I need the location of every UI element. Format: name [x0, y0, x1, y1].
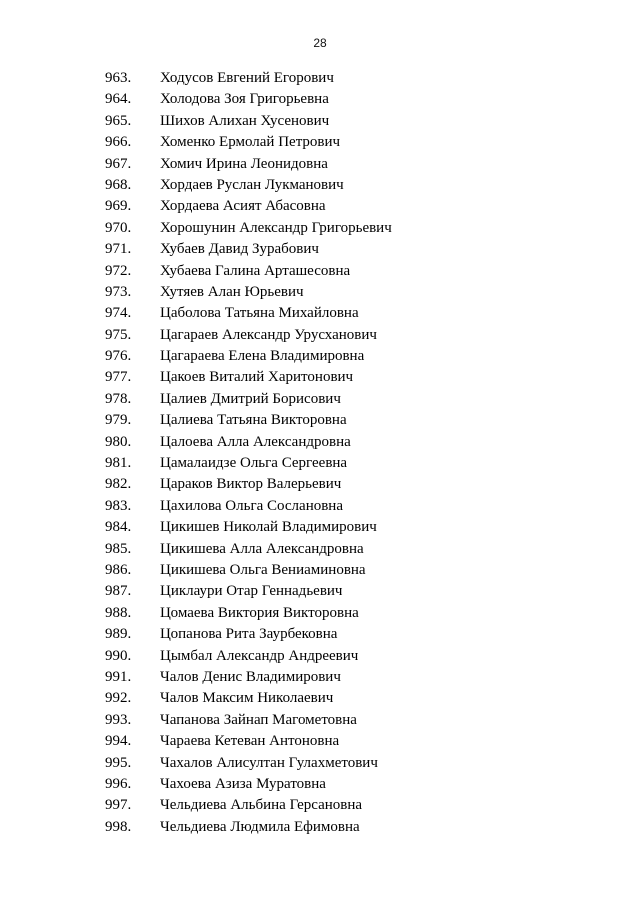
- entry-number: 986.: [105, 561, 132, 578]
- entry-name: Чалов Денис Владимирович: [160, 668, 341, 685]
- entry-name: Хорошунин Александр Григорьевич: [160, 219, 392, 236]
- entry-name: Чалов Максим Николаевич: [160, 690, 334, 707]
- entry-number: 970.: [105, 219, 132, 236]
- list-item: [0, 731, 640, 752]
- entry-name: Ходусов Евгений Егорович: [160, 70, 334, 86]
- name-list: [0, 68, 640, 838]
- entry-number: 980.: [105, 433, 132, 450]
- list-item: [0, 795, 640, 816]
- entry-number: 965.: [105, 112, 132, 129]
- entry-name: Шихов Алихан Хусенович: [160, 112, 330, 129]
- list-item: [0, 410, 640, 431]
- entry-number: 968.: [105, 176, 132, 193]
- entry-name: Цахилова Ольга Сослановна: [160, 497, 343, 514]
- entry-name: Цымбал Александр Андреевич: [160, 647, 359, 664]
- list-item: [0, 817, 640, 838]
- entry-number: 964.: [105, 91, 132, 108]
- entry-name: Хордаева Асият Абасовна: [160, 198, 326, 215]
- list-item: [0, 646, 640, 667]
- list-item: [0, 111, 640, 132]
- entry-number: 996.: [105, 775, 132, 792]
- list-item: [0, 710, 640, 731]
- entry-name: Цомаева Виктория Викторовна: [160, 604, 359, 621]
- entry-number: 984.: [105, 519, 132, 536]
- list-item: [0, 239, 640, 260]
- entry-number: 975.: [105, 326, 132, 343]
- entry-number: 994.: [105, 733, 132, 750]
- list-item: [0, 154, 640, 175]
- entry-number: 985.: [105, 540, 132, 557]
- entry-number: 998.: [105, 818, 132, 835]
- list-item: [0, 282, 640, 303]
- entry-number: 963.: [105, 70, 132, 86]
- list-item: [0, 774, 640, 795]
- entry-name: Хордаев Руслан Лукманович: [160, 176, 344, 193]
- entry-number: 993.: [105, 711, 132, 728]
- list-item: [0, 196, 640, 217]
- entry-number: 991.: [105, 668, 132, 685]
- entry-name: Цамалаидзе Ольга Сергеевна: [160, 455, 348, 472]
- entry-name: Чельдиева Альбина Герсановна: [160, 797, 363, 814]
- entry-name: Цараков Виктор Валерьевич: [160, 476, 342, 493]
- entry-number: 987.: [105, 583, 132, 600]
- entry-number: 976.: [105, 348, 132, 365]
- entry-name: Хутяев Алан Юрьевич: [160, 283, 304, 300]
- list-item: [0, 367, 640, 388]
- entry-name: Чараева Кетеван Антоновна: [160, 733, 340, 750]
- entry-number: 989.: [105, 626, 132, 643]
- list-item: [0, 667, 640, 688]
- list-item: [0, 581, 640, 602]
- entry-name: Чахалов Алисултан Гулахметович: [160, 754, 378, 771]
- entry-name: Цагараева Елена Владимировна: [160, 348, 365, 365]
- list-item: [0, 603, 640, 624]
- entry-number: 997.: [105, 797, 132, 814]
- entry-name: Цикишева Алла Александровна: [160, 540, 364, 557]
- entry-number: 995.: [105, 754, 132, 771]
- list-item: [0, 389, 640, 410]
- entry-name: Цагараев Александр Урусханович: [160, 326, 377, 343]
- entry-number: 990.: [105, 647, 132, 664]
- page-number: 28: [313, 36, 327, 50]
- entry-name: Хубаев Давид Зурабович: [160, 241, 319, 258]
- list-item: [0, 325, 640, 346]
- entry-name: Цалиева Татьяна Викторовна: [160, 412, 347, 429]
- entry-number: 977.: [105, 369, 132, 386]
- list-item: [0, 432, 640, 453]
- list-item: [0, 517, 640, 538]
- entry-number: 973.: [105, 283, 132, 300]
- entry-name: Циклаури Отар Геннадьевич: [160, 583, 343, 600]
- entry-name: Цикишев Николай Владимирович: [160, 519, 377, 536]
- entry-name: Холодова Зоя Григорьевна: [160, 91, 329, 108]
- list-item: [0, 539, 640, 560]
- entry-number: 974.: [105, 305, 132, 322]
- list-item: [0, 303, 640, 324]
- entry-number: 978.: [105, 390, 132, 407]
- list-item: [0, 753, 640, 774]
- entry-number: 992.: [105, 690, 132, 707]
- entry-number: 969.: [105, 198, 132, 215]
- entry-number: 981.: [105, 455, 132, 472]
- list-item: [0, 218, 640, 239]
- entry-number: 972.: [105, 262, 132, 279]
- list-item: [0, 89, 640, 110]
- entry-name: Цикишева Ольга Вениаминовна: [160, 561, 366, 578]
- entry-name: Хубаева Галина Арташесовна: [160, 262, 351, 279]
- entry-name: Чельдиева Людмила Ефимовна: [160, 818, 360, 835]
- entry-name: Хоменко Ермолай Петрович: [160, 134, 341, 151]
- list-item: [0, 346, 640, 367]
- list-item: [0, 132, 640, 153]
- list-item: [0, 688, 640, 709]
- entry-name: Чапанова Зайнап Магометовна: [160, 711, 357, 728]
- list-item: [0, 261, 640, 282]
- entry-number: 967.: [105, 155, 132, 172]
- list-item: [0, 68, 640, 89]
- entry-number: 988.: [105, 604, 132, 621]
- entry-name: Хомич Ирина Леонидовна: [160, 155, 328, 172]
- entry-name: Цаболова Татьяна Михайловна: [160, 305, 359, 322]
- list-item: [0, 453, 640, 474]
- list-item: [0, 474, 640, 495]
- entry-name: Цалиев Дмитрий Борисович: [160, 390, 341, 407]
- list-item: [0, 175, 640, 196]
- entry-name: Цалоева Алла Александровна: [160, 433, 351, 450]
- entry-name: Цакоев Виталий Харитонович: [160, 369, 354, 386]
- entry-name: Цопанова Рита Заурбековна: [160, 626, 338, 643]
- list-item: [0, 496, 640, 517]
- entry-name: Чахоева Азиза Муратовна: [160, 775, 326, 792]
- list-item: [0, 624, 640, 645]
- entry-number: 979.: [105, 412, 132, 429]
- entry-number: 971.: [105, 241, 132, 258]
- entry-number: 966.: [105, 134, 132, 151]
- list-item: [0, 560, 640, 581]
- entry-number: 983.: [105, 497, 132, 514]
- entry-number: 982.: [105, 476, 132, 493]
